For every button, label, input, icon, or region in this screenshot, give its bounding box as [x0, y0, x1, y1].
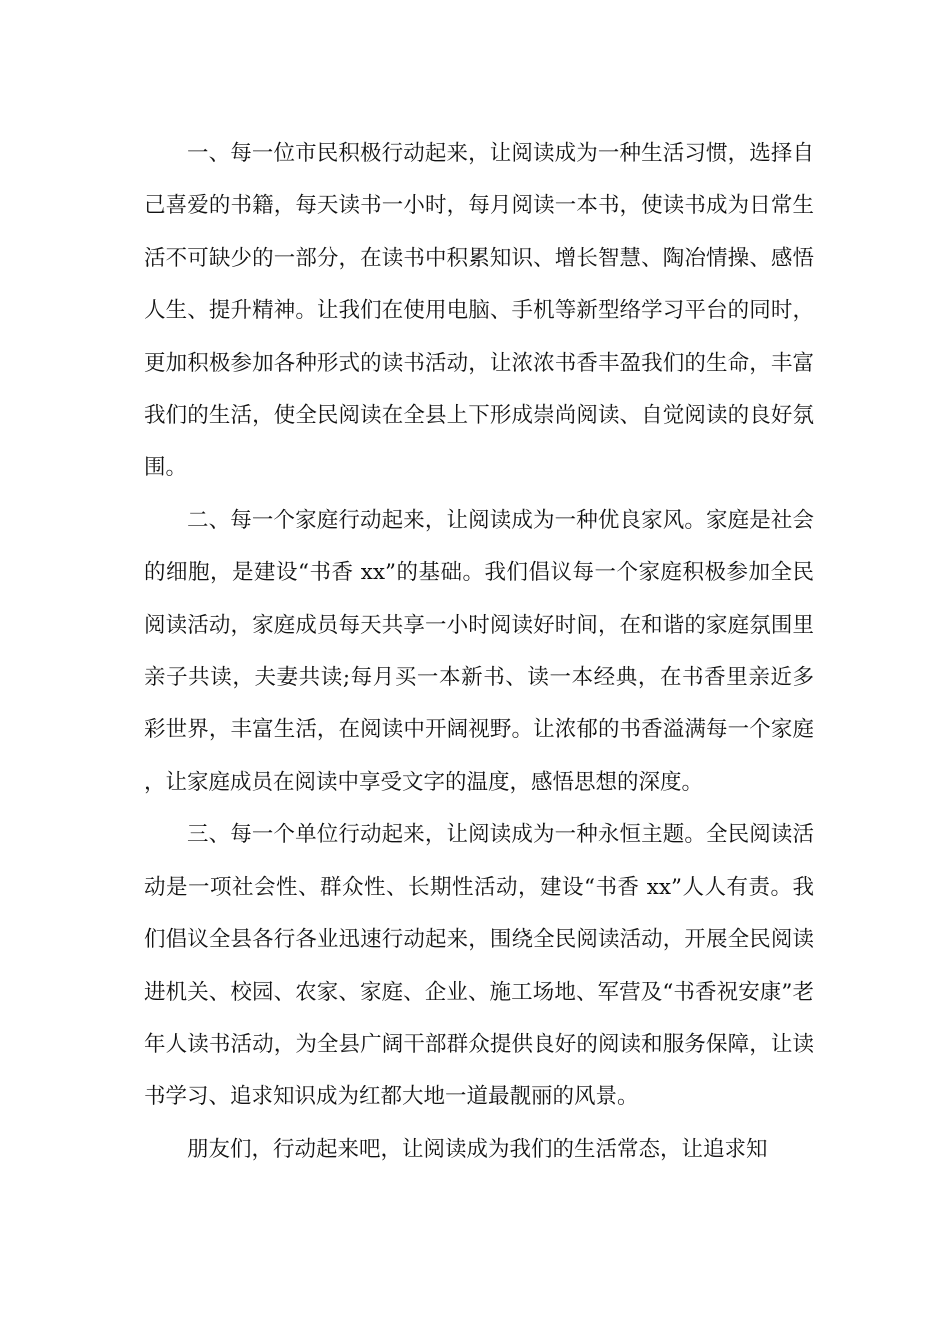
paragraph-2: 二、每一个家庭行动起来，让阅读成为一种优良家风。家庭是社会的细胞，是建设“书香 xx”的基础。我们倡议每一个家庭积极参加全民阅读活动，家庭成员每天共享一小时阅读好时间，在和谐的家庭氛围里亲子共读，夫妻共读;每月买一本新书、读一本经典，在书香里亲近多彩世界，丰富生活，在阅读中开阔视野。让浓郁的书香溢满每一个家庭，让家庭成员在阅读中享受文字的温度，感悟思想的深度。: [144, 507, 814, 795]
paragraph-4: 朋友们，行动起来吧，让阅读成为我们的生活常态，让追求知: [187, 1136, 768, 1162]
document-body: [144, 128, 814, 1176]
paragraph-3: 三、每一个单位行动起来，让阅读成为一种永恒主题。全民阅读活动是一项社会性、群众性、长期性活动，建设“书香 xx”人人有责。我们倡议全县各行各业迅速行动起来，围绕全民阅读活动，开展全民阅读进机关、校园、农家、家庭、企业、施工场地、军营及“书香祝安康”老年人读书活动，为全县广阔干部群众提供良好的阅读和服务保障，让读书学习、追求知识成为红都大地一道最靓丽的风景。: [144, 822, 814, 1110]
paragraph-1: 一、每一位市民积极行动起来，让阅读成为一种生活习惯，选择自己喜爱的书籍，每天读书一小时，每月阅读一本书，使读书成为日常生活不可缺少的一部分，在读书中积累知识、增长智慧、陶冶情操、感悟人生、提升精神。让我们在使用电脑、手机等新型络学习平台的同时，更加积极参加各种形式的读书活动，让浓浓书香丰盈我们的生命，丰富我们的生活，使全民阅读在全县上下形成崇尚阅读、自觉阅读的良好氛围。: [144, 141, 814, 481]
